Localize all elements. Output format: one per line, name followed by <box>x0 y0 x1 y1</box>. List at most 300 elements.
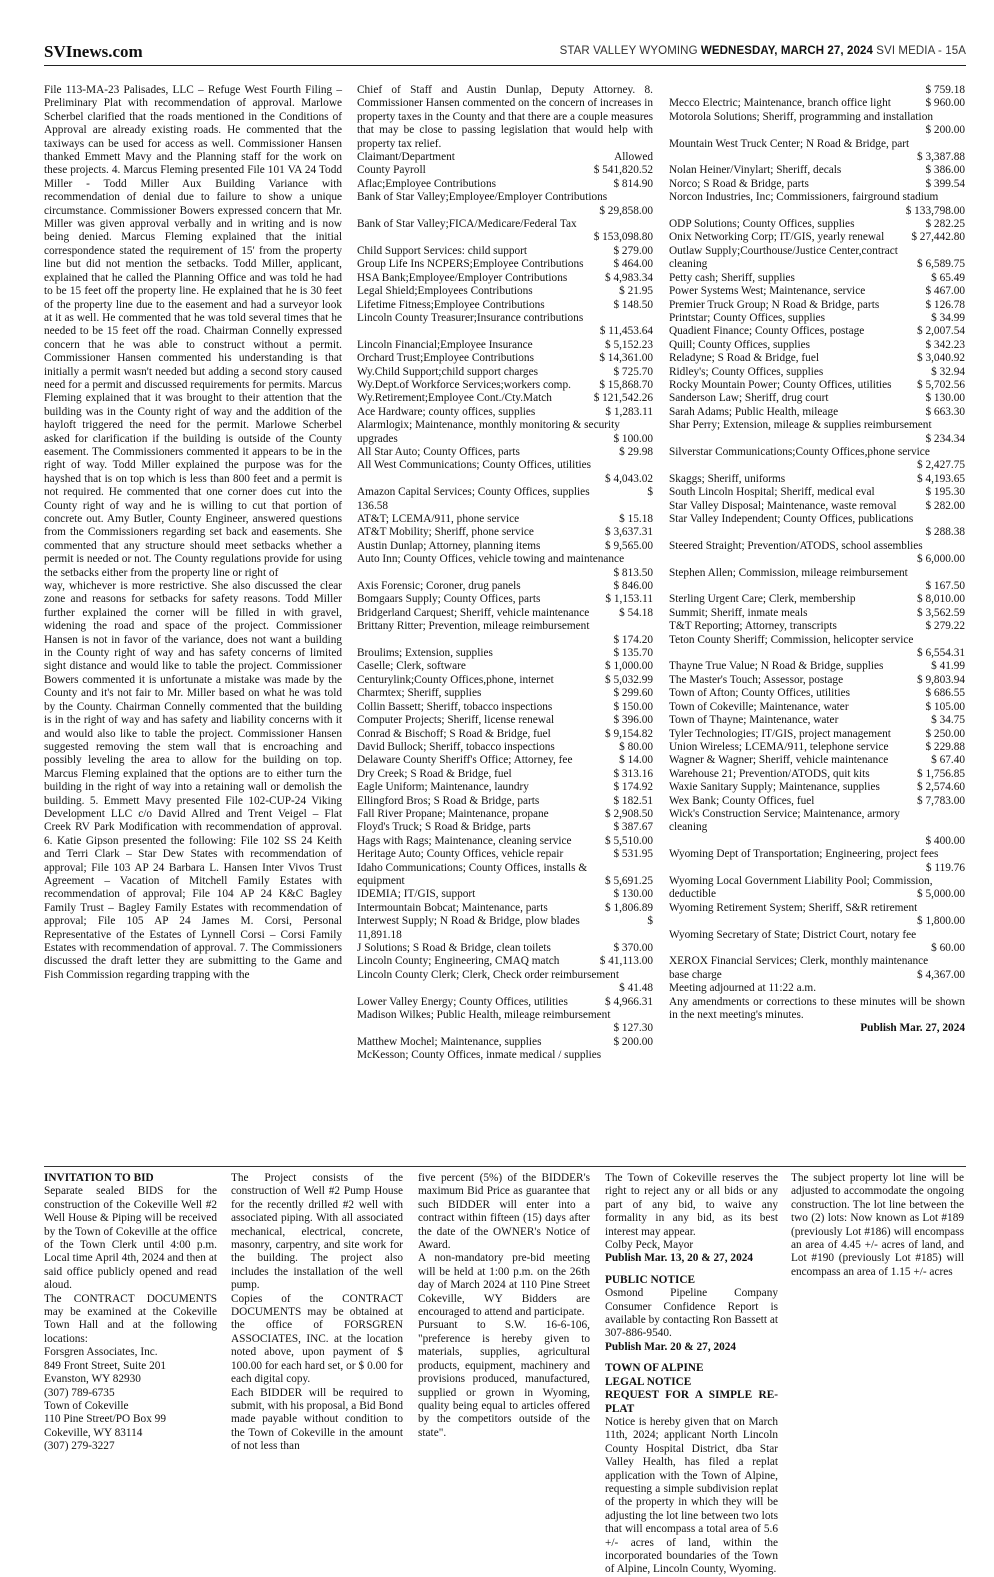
claimant: All Star Auto; County Offices, parts <box>357 445 520 458</box>
amount: $ 3,562.59 <box>916 606 965 619</box>
claimant: Computer Projects; Sheriff, license renewal <box>357 714 555 727</box>
site-name: SVInews.com <box>44 42 143 61</box>
claim-row <box>357 660 653 673</box>
claim-row <box>357 299 653 312</box>
minutes-column-1 <box>44 84 342 1160</box>
amount: $ 288.38 <box>925 526 965 539</box>
claimant: Group Life Ins NCPERS;Employee Contributions <box>357 258 584 271</box>
claimant: ODP Solutions; County Offices, supplies <box>669 218 855 231</box>
claimant: Ridley's; County Offices, supplies <box>669 365 824 378</box>
claim-row <box>357 593 653 606</box>
amount: $ 119.76 <box>925 861 965 874</box>
address-line: 849 Front Street, Suite 201 <box>44 1359 167 1372</box>
amount: $ 4,966.31 <box>604 995 653 1008</box>
amount: $ 279.22 <box>925 620 965 633</box>
amount: $ 15.18 <box>619 513 653 525</box>
amount: $ 6,000.00 <box>916 553 965 566</box>
bid-paragraph: The Project consists of the construction of Well #2 Pump House for the recently drilled #2 well with associated piping. With all associated mechanical, electrical, concrete, masonry, carpentry, and site work for the building. The project also includes the installation of the well pump. <box>231 1172 403 1292</box>
claim-row <box>357 178 653 191</box>
claimant: Centurylink;County Offices,phone, internet <box>357 673 554 686</box>
claim-row <box>357 848 653 861</box>
amount: $ 313.16 <box>613 767 653 780</box>
claim-row <box>357 955 653 968</box>
amount: $ 7,783.00 <box>916 794 965 807</box>
amount: $ <box>647 915 653 928</box>
claimant: Mecco Electric; Maintenance, branch office light <box>669 97 891 110</box>
bid-paragraph: The Town of Cokeville reserves the right to reject any or all bids or any part of any bid, to waive any formality in any bid, as its best interest may appear. <box>605 1172 778 1238</box>
amount: $ 29.98 <box>619 445 653 458</box>
amount: $ 4,367.00 <box>916 968 965 981</box>
claim-row <box>357 754 653 767</box>
amount: $ 846.00 <box>613 580 653 593</box>
claimant: Idaho Communications; County Offices, installs & <box>357 861 588 874</box>
claimant: Power Systems West; Maintenance, service <box>669 285 866 298</box>
claim-row <box>357 486 653 499</box>
claimant: Lincoln Financial;Employee Insurance <box>357 338 533 351</box>
amount: $ 759.18 <box>925 84 965 96</box>
claimant: Lincoln County Treasurer;Insurance contributions <box>357 311 584 324</box>
amount: $ 3,040.92 <box>916 352 965 365</box>
amount: $ 1,756.85 <box>916 767 965 780</box>
amount: $ 9,154.82 <box>604 727 653 740</box>
alpine-column <box>791 1172 964 1524</box>
amount: $ 4,983.34 <box>604 271 653 284</box>
claimant: Matthew Mochel; Maintenance, supplies <box>357 1035 542 1048</box>
claimant: Quill; County Offices, supplies <box>669 338 810 351</box>
claimant: Lincoln County; Engineering, CMAQ match <box>357 955 560 968</box>
amount: $ 1,000.00 <box>604 660 653 673</box>
claimant: AT&T; LCEMA/911, phone service <box>357 513 520 525</box>
page-number: SVI MEDIA - 15A <box>873 45 966 57</box>
amount: $ 21.95 <box>619 285 653 298</box>
amount: $ 41.48 <box>619 982 653 995</box>
claimant: Madison Wilkes; Public Health, mileage reimbursement <box>357 1009 611 1022</box>
claimant: Bank of Star Valley;FICA/Medicare/Federal Tax <box>357 218 577 231</box>
address-line: (307) 279-3227 <box>44 1440 115 1453</box>
bid-paragraph: The CONTRACT DOCUMENTS may be examined at the Cokeville Town Hall and at the following locations: <box>44 1292 217 1345</box>
amount: $ 148.50 <box>613 298 653 311</box>
amount: $ 960.00 <box>925 97 965 110</box>
claim-row <box>357 446 653 459</box>
claim-row <box>357 701 653 714</box>
bid-column-3 <box>418 1172 590 1524</box>
amount: $ 1,283.11 <box>605 405 653 418</box>
claimant: Star Valley Independent; County Offices, publications <box>669 513 914 525</box>
amount: $ 5,702.56 <box>916 378 965 391</box>
claimant: Sarah Adams; Public Health, mileage <box>669 405 839 418</box>
claimant: Fall River Propane; Maintenance, propane <box>357 807 549 820</box>
claim-row <box>669 218 965 231</box>
claim-row <box>669 486 965 499</box>
claim-row <box>357 714 653 727</box>
claim-row <box>669 312 965 325</box>
adjourned-text: Meeting adjourned at 11:22 a.m. <box>669 982 817 995</box>
claimant: Interwest Supply; N Road & Bridge, plow blades <box>357 915 580 928</box>
claim-row <box>357 285 653 298</box>
amount: $ 174.20 <box>613 633 653 646</box>
amount: $ 130.00 <box>925 392 965 405</box>
amount: $ 387.67 <box>613 821 653 834</box>
claim-row <box>357 580 653 593</box>
claimant: IDEMIA; IT/GIS, support <box>357 888 476 901</box>
claim-row <box>357 942 653 955</box>
claim-row <box>357 151 653 164</box>
claim-row <box>669 888 965 901</box>
claim-row <box>357 540 653 553</box>
claimant: Wyoming Dept of Transportation; Engineering, project fees <box>669 848 939 861</box>
claimant: Thayne True Value; N Road & Bridge, supplies <box>669 660 884 673</box>
claim-row <box>669 741 965 754</box>
claimant: Outlaw Supply;Courthouse/Justice Center,contract <box>669 244 898 257</box>
amount: $ 400.00 <box>925 834 965 847</box>
claimant: Steered Straight; Prevention/ATODS, school assemblies <box>669 539 923 552</box>
bid-paragraph: Each BIDDER will be required to submit, with his proposal, a Bid Bond made payable without condition to the Town of Cokeville in the amount of not less than <box>231 1386 403 1453</box>
claim-row <box>669 392 965 405</box>
claimant: Broulims; Extension, supplies <box>357 647 493 660</box>
claim-row <box>669 366 965 379</box>
claim-row <box>669 473 965 486</box>
claim-row <box>669 674 965 687</box>
claim-row <box>669 781 965 794</box>
claimant: Floyd's Truck; S Road & Bridge, parts <box>357 821 531 834</box>
claimant: Printstar; County Offices, supplies <box>669 311 826 324</box>
claimant: Lincoln County Clerk; Clerk, Check order reimbursement <box>357 968 619 981</box>
claimant: Town of Afton; County Offices, utilities <box>669 687 850 700</box>
claimant: Skaggs; Sheriff, uniforms <box>669 472 786 485</box>
amount: $ 34.99 <box>931 311 965 324</box>
amount: $ <box>647 486 653 499</box>
claims-list <box>357 151 653 1063</box>
claimant: Wy.Dept.of Workforce Services;workers comp. <box>357 378 571 391</box>
amount: Allowed <box>614 151 653 164</box>
claimant: Orchard Trust;Employee Contributions <box>357 352 534 365</box>
bid-paragraph: Pursuant to S.W. 16-6-106, "preference is hereby given to materials, supplies, agricultural products, equipment, machinery and provisions produced, manufactured, supplied or grown in Wyoming, quality being equal to articles offered by the competitors outside of the state". <box>418 1319 590 1439</box>
amount: $ 282.00 <box>925 499 965 512</box>
claimant: Charmtex; Sheriff, supplies <box>357 687 482 700</box>
claimant: Onix Networking Corp; IT/GIS, yearly renewal <box>669 231 885 244</box>
claim-row <box>357 526 653 539</box>
amount: $ 60.00 <box>931 942 965 954</box>
claim-row <box>357 781 653 794</box>
claimant: Delaware County Sheriff's Office; Attorney, fee <box>357 754 573 767</box>
amount: $ 5,510.00 <box>604 834 653 847</box>
amount: $ 541,820.52 <box>593 164 653 177</box>
address-line: (307) 789-6735 <box>44 1386 115 1399</box>
folio <box>560 45 966 57</box>
claimant: Silverstar Communications;County Offices,phone service <box>669 445 930 458</box>
claimant: Warehouse 21; Prevention/ATODS, quit kits <box>669 767 870 780</box>
address-line: Cokeville, WY 83114 <box>44 1426 143 1439</box>
amount: $ 9,803.94 <box>916 673 965 686</box>
paper-name: STAR VALLEY WYOMING <box>559 45 701 57</box>
claim-row <box>669 339 965 352</box>
claim-row <box>357 835 653 848</box>
claimant: Lifetime Fitness;Employee Contributions <box>357 298 545 311</box>
amount: $ 370.00 <box>613 942 653 954</box>
claimant: Hags with Rags; Maintenance, cleaning service <box>357 834 572 847</box>
claim-row <box>357 433 653 446</box>
claimant: Norcon Industries, Inc; Commissioners, fairground stadium <box>669 191 939 204</box>
amendments-text: Any amendments or corrections to these minutes will be shown in the next meeting's minutes. <box>669 995 965 1022</box>
claim-row <box>669 500 965 513</box>
amount: $ 1,800.00 <box>916 915 965 928</box>
amount: $ 5,691.25 <box>604 874 653 887</box>
amount: $ 41,113.00 <box>599 955 653 968</box>
claim-row <box>357 647 653 660</box>
claimant: AT&T Mobility; Sheriff, phone service <box>357 526 534 539</box>
claim-row <box>669 379 965 392</box>
claim-row <box>669 607 965 620</box>
address-line: 110 Pine Street/PO Box 99 <box>44 1413 166 1426</box>
claimant: Nolan Heiner/Vinylart; Sheriff, decals <box>669 164 842 177</box>
amount: $ 663.30 <box>925 405 965 418</box>
claimant: David Bullock; Sheriff, tobacco inspections <box>357 740 555 753</box>
claimant: Wagner & Wagner; Sheriff, vehicle maintenance <box>669 754 889 767</box>
amount: $ 153,098.80 <box>593 231 653 244</box>
claim-row <box>357 392 653 405</box>
publish-line: Publish Mar. 13, 20 & 27, 2024 <box>605 1252 754 1265</box>
issue-date: WEDNESDAY, MARCH 27, 2024 <box>700 45 873 57</box>
bid-paragraph: five percent (5%) of the BIDDER's maximum Bid Price as guarantee that such BIDDER will enter into a contract within fifteen (15) days after the date of the OWNER's Notice of Award. <box>418 1172 590 1252</box>
amount: $ 135.70 <box>613 647 653 660</box>
amount: $ 2,908.50 <box>604 807 653 820</box>
address-line: Forsgren Associates, Inc. <box>44 1346 158 1359</box>
amount: $ 399.54 <box>925 177 965 190</box>
amount: $ 15,868.70 <box>599 378 653 391</box>
amount: $ 34.75 <box>931 714 965 727</box>
amount: $ 686.55 <box>925 687 965 700</box>
page-header <box>44 40 966 66</box>
claimant: Child Support Services: child support <box>357 244 528 257</box>
claim-row <box>669 285 965 298</box>
claimant: Wyoming Retirement System; Sheriff, S&R retirement <box>669 901 918 914</box>
claimant: Wy.Child Support;child support charges <box>357 365 538 378</box>
claim-row <box>357 821 653 834</box>
bid-paragraph: A non-mandatory pre-bid meeting will be held at 1:00 p.m. on the 26th day of March 2024 at 110 Pine Street Cokeville, WY Bidders are encouraged to attend and participate. <box>418 1252 590 1319</box>
claimant: 11,891.18 <box>357 928 402 941</box>
claim-row <box>669 754 965 767</box>
amount: $ 229.88 <box>925 740 965 753</box>
claimant: cleaning <box>669 258 708 271</box>
amount: $ 67.40 <box>931 754 965 767</box>
claimant: County Payroll <box>357 164 426 177</box>
claimant: upgrades <box>357 432 398 445</box>
notices-column <box>605 1172 778 1576</box>
claimant: Bridgerland Carquest; Sheriff, vehicle maintenance <box>357 606 590 619</box>
claimant: equipment <box>357 874 405 887</box>
claim-row <box>357 875 653 888</box>
bid-addresses <box>44 1346 217 1453</box>
alpine-subtitle: LEGAL NOTICE <box>605 1375 692 1388</box>
bid-column-2 <box>231 1172 403 1524</box>
amount: $ 6,589.75 <box>916 258 965 271</box>
claim-row <box>669 325 965 338</box>
claim-row <box>669 714 965 727</box>
amount: $ 1,806.89 <box>604 901 653 914</box>
amount: $ 2,007.54 <box>916 325 965 338</box>
claimant: Wex Bank; County Offices, fuel <box>669 794 815 807</box>
amount: $ 121,542.26 <box>593 392 653 405</box>
claimant: Ellingford Bros; S Road & Bridge, parts <box>357 794 540 807</box>
claimant: Summit; Sheriff, inmate meals <box>669 606 808 619</box>
claim-row <box>669 231 965 244</box>
claimant: Stephen Allen; Commission, mileage reimbursement <box>669 566 908 579</box>
amount: $ 29,858.00 <box>599 204 653 217</box>
amount: $ 130.00 <box>613 888 653 901</box>
claim-row <box>357 258 653 271</box>
amount: $ 195.30 <box>925 486 965 499</box>
amount: $ 5,152.23 <box>604 338 653 351</box>
claimant: Alarmlogix; Maintenance, monthly monitoring & security <box>357 419 620 432</box>
claimant: Bank of Star Valley;Employee/Employer Contributions <box>357 191 608 204</box>
claim-row <box>357 741 653 754</box>
claimant: Claimant/Department <box>357 151 455 164</box>
claim-row <box>669 795 965 808</box>
claimant: Rocky Mountain Power; County Offices, utilities <box>669 378 892 391</box>
claim-row <box>357 272 653 285</box>
claimant: The Master's Touch; Assessor, postage <box>669 673 844 686</box>
amount: $ 5,032.99 <box>604 673 653 686</box>
claimant: Premier Truck Group; N Road & Bridge, parts <box>669 298 880 311</box>
amount: $ 200.00 <box>925 124 965 137</box>
claimant: Dry Creek; S Road & Bridge, fuel <box>357 767 512 780</box>
amount: $ 299.60 <box>613 687 653 700</box>
amount: $ 200.00 <box>613 1035 653 1048</box>
amount: $ 464.00 <box>613 258 653 271</box>
claim-row <box>669 593 965 606</box>
claim-row <box>357 406 653 419</box>
minutes-paragraph: File 113-MA-23 Palisades, LLC – Refuge West Fourth Filing – Preliminary Plat with recommendation of approval. Marlowe Scherbel clarified that the roads mentioned in the Conditions of Approval are already existing roads. He commented that the taxiways can be used for access as well. Commissioner Hansen thanked Emmett Mavy and the Planning staff for the work on these projects. 4. Marcus Fleming presented File 101 VA 24 Todd Miller - Todd Miller Aux Building Variance with recommendation of denial due to failure to show a unique circumstance. Commissioner Bowers expressed concern that Mr. Miller was given approval verbally and in writing and is now being denied. Marcus Fleming explained that the initial correspondence stated the requirement of 15' from the property line but did not mention the setbacks. Todd Miller, applicant, explained that he called the Planning Office and was told he had to be 15 feet off the property line. He explained that he is 30 feet of the property line due to the easement and had a surveyor look at it as well. He commented that he was told several times that he needed to be 15 feet off the road. Chairman Connelly expressed concern that he was able to construct without a permit. Commissioner Hansen commented his understanding is that initially a permit wasn't needed but adding a second story caused need for a permit and discussed requirements for permits. Marcus Fleming explained that it was brought to their attention that the building was in the County right of way and the addition of the hayloft triggered the need for the permit. Marlowe Scherbel asked for clarification if the building is outside of the County easement. The Commissioners commented it appears to be in the right of way. Todd Miller explained the purpose was for the hayshed that is on top which is less than 800 feet and a permit is not required. He commented that one corner does cut into the County right of way and he is willing to cut that portion of concrete out. Amy Butler, County Engineer, answered questions from the Commissioners regarding set back and easements. She commented that any structure should meet setbacks whether a permit is needed or not. The County regulations provide for using the setbacks either from the property line or right of <box>44 84 342 579</box>
claimant: All West Communications; County Offices, utilities <box>357 459 592 472</box>
amount: $ 396.00 <box>613 714 653 727</box>
claim-row <box>669 660 965 673</box>
claimant: Heritage Auto; County Offices, vehicle repair <box>357 848 564 861</box>
claimant: Teton County Sheriff; Commission, helicopter service <box>669 633 914 646</box>
claim-row <box>357 768 653 781</box>
claims-column-2 <box>669 84 965 1160</box>
claim-row <box>669 97 965 110</box>
amount: $ 127.30 <box>613 1022 653 1035</box>
amount: $ 14,361.00 <box>599 352 653 365</box>
bid-signature: Colby Peck, Mayor <box>605 1239 694 1252</box>
address-line: Evanston, WY 82930 <box>44 1373 141 1386</box>
claim-row <box>357 366 653 379</box>
amount: $ 2,574.60 <box>916 781 965 794</box>
claimant: base charge <box>669 968 722 981</box>
notice-title: PUBLIC NOTICE <box>605 1273 696 1286</box>
address-line: Town of Cokeville <box>44 1399 129 1412</box>
claim-row <box>357 728 653 741</box>
amount: $ 14.00 <box>619 754 653 767</box>
amount: $ 342.23 <box>925 338 965 351</box>
alpine-paragraph: The subject property lot line will be adjusted to accommodate the ongoing construction. The lot line between the two (2) lots: Now known as Lot #189 (previously Lot #186) will encompass an area of 4.45 +/- acres of land, and Lot #190 (previously Lot #185) will encompass an area of 1.15 +/- acres <box>791 1172 964 1278</box>
amount: $ 133,798.00 <box>905 204 965 217</box>
claimant: Mountain West Truck Center; N Road & Bridge, part <box>669 137 910 150</box>
claimant: T&T Reporting; Attorney, transcripts <box>669 620 837 633</box>
amount: $ 105.00 <box>925 700 965 713</box>
claimant: Star Valley Disposal; Maintenance, waste removal <box>669 499 897 512</box>
claim-row <box>669 768 965 781</box>
claimant: J Solutions; S Road & Bridge, clean toilets <box>357 942 551 954</box>
amount: $ 54.18 <box>619 606 653 619</box>
claim-row <box>357 687 653 700</box>
amount: $ 467.00 <box>925 285 965 298</box>
claim-row <box>357 164 653 177</box>
claim-row <box>357 996 653 1009</box>
amount: $ 150.00 <box>613 700 653 713</box>
claims-list <box>669 84 965 982</box>
claim-row <box>357 513 653 526</box>
amount: $ 250.00 <box>925 727 965 740</box>
claim-row <box>669 258 965 271</box>
bid-title: INVITATION TO BID <box>44 1172 154 1184</box>
alpine-paragraph: Notice is hereby given that on March 11th, 2024; applicant North Lincoln County Hospital District, dba Star Valley Health, has filed a replat application with the Town of Alpine, requesting a simple subdivision replat of the property in which they will be adjusting the lot line between two lots that will encompass a total area of 5.6 +/- acres of land, within the incorporated boundaries of the Town of Alpine, Lincoln County, Wyoming. <box>605 1415 778 1576</box>
claim-row <box>357 379 653 392</box>
amount: $ 386.00 <box>925 164 965 177</box>
amount: $ 174.92 <box>613 781 653 794</box>
claim-row <box>357 245 653 258</box>
claim-row <box>669 178 965 191</box>
claimant: Tyler Technologies; IT/GIS, project management <box>669 727 891 740</box>
publish-line: Publish Mar. 20 & 27, 2024 <box>605 1340 737 1353</box>
amount: $ 3,387.88 <box>916 151 965 164</box>
amount: $ 167.50 <box>925 580 965 593</box>
claimant: HSA Bank;Employee/Employer Contributions <box>357 271 568 284</box>
claimant: South Lincoln Hospital; Sheriff, medical eval <box>669 486 875 499</box>
amount: $ 3,637.31 <box>604 526 653 539</box>
claimant: McKesson; County Offices, inmate medical / supplies <box>357 1049 602 1062</box>
claimant: Intermountain Bobcat; Maintenance, parts <box>357 901 548 914</box>
amount: $ 11,453.64 <box>599 325 653 338</box>
claimant: Town of Thayne; Maintenance, water <box>669 714 839 727</box>
claimant: Town of Cokeville; Maintenance, water <box>669 700 849 713</box>
claim-row <box>669 406 965 419</box>
claim-row <box>357 607 653 620</box>
claim-row <box>669 969 965 982</box>
amount: $ 6,554.31 <box>916 647 965 660</box>
bid-paragraph: Copies of the CONTRACT DOCUMENTS may be obtained at the office of FORSGREN ASSOCIATES, INC. at the location noted above, upon payment of $ 100.00 for each hard set, or $ 0.00 for each digital copy. <box>231 1292 403 1386</box>
claimant: Aflac;Employee Contributions <box>357 177 496 190</box>
amount: $ 126.78 <box>925 298 965 311</box>
claimant: Wyoming Local Government Liability Pool; Commission, <box>669 874 933 887</box>
claim-row <box>357 808 653 821</box>
claim-row <box>669 728 965 741</box>
amount: $ 9,565.00 <box>604 539 653 552</box>
bid-column-1 <box>44 1172 217 1524</box>
claimant: Axis Forensic; Coroner, drug panels <box>357 580 521 593</box>
claim-row <box>669 272 965 285</box>
claimant: cleaning <box>669 821 708 834</box>
amount: $ 100.00 <box>613 432 653 445</box>
alpine-heading: REQUEST FOR A SIMPLE RE-PLAT <box>605 1389 778 1415</box>
amount: $ 725.70 <box>613 365 653 378</box>
amount: $ 5,000.00 <box>916 888 965 901</box>
claim-row <box>357 902 653 915</box>
amount: $ 65.49 <box>931 271 965 284</box>
claimant: Reladyne; S Road & Bridge, fuel <box>669 352 819 365</box>
claimant: deductible <box>669 888 717 901</box>
claimant: Legal Shield;Employees Contributions <box>357 285 533 298</box>
amount: $ 27,442.80 <box>911 231 965 244</box>
claimant: Conrad & Bischoff; S Road & Bridge, fuel <box>357 727 551 740</box>
amount: $ 279.00 <box>613 244 653 257</box>
claim-row <box>669 701 965 714</box>
claimant: Wick's Construction Service; Maintenance, armory <box>669 807 900 820</box>
amount: $ 4,043.02 <box>604 472 653 485</box>
amount: $ 32.94 <box>931 365 965 378</box>
alpine-title: TOWN OF ALPINE <box>605 1362 704 1375</box>
claimant: Wyoming Secretary of State; District Court, notary fee <box>669 928 917 941</box>
